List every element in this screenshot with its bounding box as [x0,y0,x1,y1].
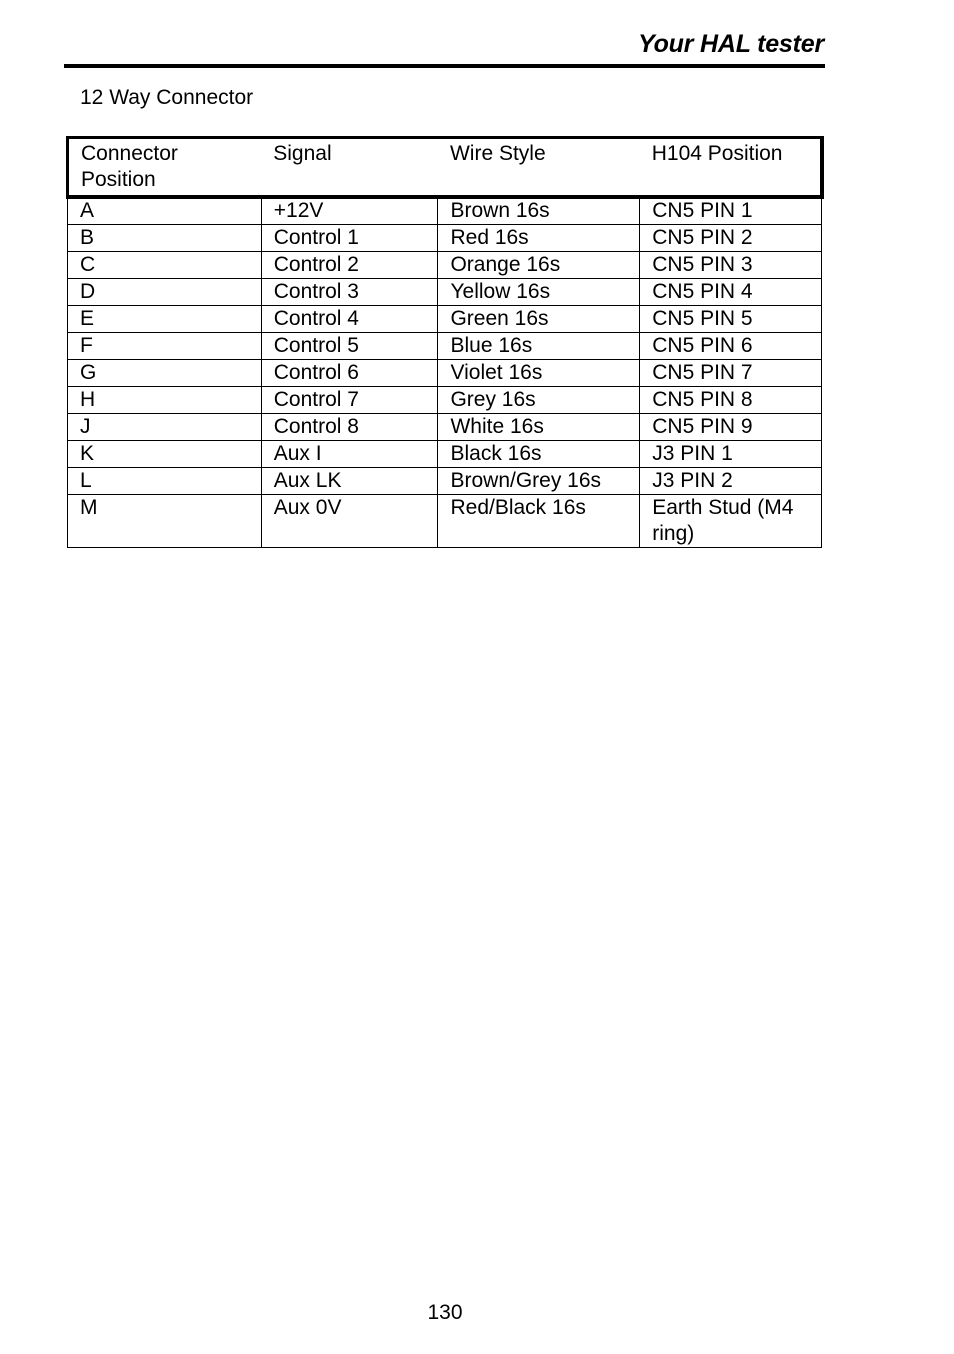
table-row [68,387,822,414]
table-row [68,252,822,279]
cell-connector-position: L [68,468,262,495]
cell-wire-style: Violet 16s [438,360,640,387]
cell-connector-position: H [68,387,262,414]
cell-connector-position: M [68,495,262,548]
cell-connector-position: A [68,197,262,225]
cell-h104-position: CN5 PIN 4 [640,279,822,306]
page-number: 130 [427,1301,463,1324]
cell-h104-position: CN5 PIN 3 [640,252,822,279]
cell-signal: Control 1 [261,225,438,252]
cell-wire-style: Orange 16s [438,252,640,279]
cell-connector-position: J [68,414,262,441]
column-header-connector-position: Connector Position [81,142,178,191]
cell-wire-style: Brown 16s [438,197,640,225]
cell-h104-position: J3 PIN 2 [640,468,822,495]
cell-h104-position: CN5 PIN 5 [640,306,822,333]
cell-connector-position: F [68,333,262,360]
page-header-title: Your HAL tester [638,30,824,58]
cell-h104-position: CN5 PIN 9 [640,414,822,441]
cell-h104-position: CN5 PIN 7 [640,360,822,387]
table-row [68,360,822,387]
table-header [68,138,822,197]
cell-wire-style: Blue 16s [438,333,640,360]
cell-wire-style: Green 16s [438,306,640,333]
cell-signal: Control 4 [261,306,438,333]
table-row [68,197,822,225]
cell-wire-style: Brown/Grey 16s [438,468,640,495]
table-row [68,414,822,441]
cell-h104-position: CN5 PIN 8 [640,387,822,414]
cell-connector-position: E [68,306,262,333]
cell-signal: Control 8 [261,414,438,441]
table-row [68,225,822,252]
table-row [68,495,822,548]
cell-wire-style: Black 16s [438,441,640,468]
cell-connector-position: G [68,360,262,387]
cell-signal: Aux LK [261,468,438,495]
cell-wire-style: Grey 16s [438,387,640,414]
header-rule [64,64,825,68]
cell-connector-position: B [68,225,262,252]
cell-h104-position: CN5 PIN 1 [640,197,822,225]
cell-signal: Aux I [261,441,438,468]
column-header-wire-style: Wire Style [449,142,546,165]
column-header-h104-position: H104 Position [651,142,783,165]
cell-h104-position: J3 PIN 1 [640,441,822,468]
column-header-signal: Signal [273,142,332,165]
cell-signal: Control 5 [261,333,438,360]
cell-h104-position: CN5 PIN 2 [640,225,822,252]
table-row [68,468,822,495]
cell-signal: Control 6 [261,360,438,387]
table-row [68,306,822,333]
cell-signal: Control 2 [261,252,438,279]
cell-wire-style: Red 16s [438,225,640,252]
cell-connector-position: K [68,441,262,468]
cell-wire-style: Yellow 16s [438,279,640,306]
cell-h104-position: CN5 PIN 6 [640,333,822,360]
cell-signal: Aux 0V [261,495,438,548]
table-row [68,333,822,360]
cell-connector-position: D [68,279,262,306]
section-heading: 12 Way Connector [80,86,254,109]
cell-h104-position: Earth Stud (M4 ring) [640,495,822,548]
cell-signal: Control 3 [261,279,438,306]
cell-signal: +12V [261,197,438,225]
table-row [68,279,822,306]
cell-wire-style: Red/Black 16s [438,495,640,548]
connector-table [66,136,823,548]
table-header-row [68,138,822,197]
cell-connector-position: C [68,252,262,279]
cell-wire-style: White 16s [438,414,640,441]
table-row [68,441,822,468]
cell-signal: Control 7 [261,387,438,414]
